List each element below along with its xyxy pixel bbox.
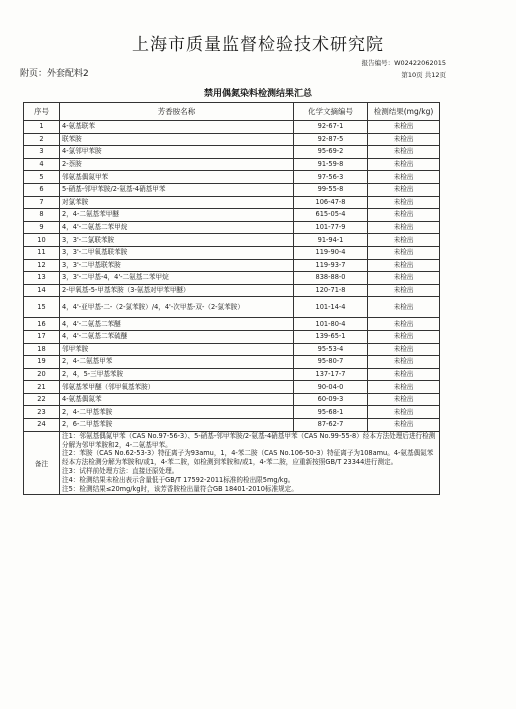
cell-no: 4 [24, 158, 60, 171]
table-row [24, 381, 440, 394]
cell-cas: 97-56-3 [294, 171, 368, 184]
cell-name: 邻氨基偶氮甲苯 [60, 171, 294, 184]
cell-name: 2，4-二氨基苯甲醚 [60, 209, 294, 222]
notes-text [60, 431, 440, 494]
cell-result: 未检出 [368, 196, 440, 209]
cell-cas: 91-94-1 [294, 234, 368, 247]
cell-name: 2，4-二氨基甲苯 [60, 356, 294, 369]
cell-result: 未检出 [368, 406, 440, 419]
header-no: 序号 [24, 103, 60, 121]
cell-no: 23 [24, 406, 60, 419]
cell-cas: 90-04-0 [294, 381, 368, 394]
cell-cas: 119-93-7 [294, 259, 368, 272]
notes-label: 备注 [24, 431, 60, 494]
cell-cas: 106-47-8 [294, 196, 368, 209]
cell-result: 未检出 [368, 356, 440, 369]
cell-name: 对氯苯胺 [60, 196, 294, 209]
cell-cas: 95-80-7 [294, 356, 368, 369]
table-row [24, 196, 440, 209]
table-row [24, 259, 440, 272]
cell-name: 2-甲氧基-5-甲基苯胺（3-氨基对甲苯甲醚） [60, 284, 294, 297]
cell-cas: 120-71-8 [294, 284, 368, 297]
cell-result: 未检出 [368, 221, 440, 234]
cell-result: 未检出 [368, 318, 440, 331]
cell-cas: 101-77-9 [294, 221, 368, 234]
cell-cas: 91-59-8 [294, 158, 368, 171]
cell-name: 2，4-二甲基苯胺 [60, 406, 294, 419]
cell-result: 未检出 [368, 297, 440, 318]
cell-name: 3，3'-二甲氧基联苯胺 [60, 246, 294, 259]
cell-no: 7 [24, 196, 60, 209]
cell-result: 未检出 [368, 343, 440, 356]
cell-cas: 95-68-1 [294, 406, 368, 419]
table-row [24, 419, 440, 432]
table-row [24, 284, 440, 297]
cell-no: 20 [24, 368, 60, 381]
cell-result: 未检出 [368, 133, 440, 146]
cell-no: 22 [24, 393, 60, 406]
institute-title: 上海市质量监督检验技术研究院 [132, 35, 384, 55]
cell-result: 未检出 [368, 381, 440, 394]
page-number: 第10页 共12页 [401, 71, 446, 79]
cell-result: 未检出 [368, 284, 440, 297]
cell-no: 9 [24, 221, 60, 234]
table-row [24, 356, 440, 369]
cell-cas: 95-69-2 [294, 146, 368, 159]
cell-name: 3，3'-二甲基-4，4'-二氨基二苯甲烷 [60, 272, 294, 285]
cell-cas: 615-05-4 [294, 209, 368, 222]
cell-name: 4，4'-二氨基二苯甲烷 [60, 221, 294, 234]
cell-name: 3，3'-二甲基联苯胺 [60, 259, 294, 272]
cell-name: 3，3'-二氯联苯胺 [60, 234, 294, 247]
cell-result: 未检出 [368, 171, 440, 184]
cell-cas: 838-88-0 [294, 272, 368, 285]
cell-no: 24 [24, 419, 60, 432]
cell-result: 未检出 [368, 209, 440, 222]
appendix-label: 附页：外套配料2 [20, 69, 89, 79]
cell-name: 2，4，5-三甲基苯胺 [60, 368, 294, 381]
cell-cas: 137-17-7 [294, 368, 368, 381]
cell-cas: 95-53-4 [294, 343, 368, 356]
note-line: 注2：苯胺（CAS No.62-53-3）特征离子为93amu，1，4-苯二胺（CAS No.106-50-3）特征离子为108amu。4-氨基偶氮苯经本方法检测分解为苯胺和/或1，4-苯二胺，如检测到苯胺和/或1，4-苯二胺，应重新按照GB/T 23344进行测定。 [62, 449, 434, 467]
table-row [24, 158, 440, 171]
note-line: 注3：试样前处理方法：直接还原处理。 [62, 467, 179, 476]
cell-cas: 92-67-1 [294, 121, 368, 134]
cell-result: 未检出 [368, 272, 440, 285]
cell-name: 4，4'-亚甲基-二-（2-氯苯胺）/4，4'-次甲基-双-（2-氯苯胺） [60, 297, 294, 318]
cell-no: 3 [24, 146, 60, 159]
cell-no: 19 [24, 356, 60, 369]
cell-no: 1 [24, 121, 60, 134]
cell-result: 未检出 [368, 259, 440, 272]
cell-no: 17 [24, 330, 60, 343]
cell-name: 4-氨基联苯 [60, 121, 294, 134]
cell-name: 4-氯邻甲苯胺 [60, 146, 294, 159]
table-row [24, 330, 440, 343]
cell-no: 14 [24, 284, 60, 297]
cell-result: 未检出 [368, 368, 440, 381]
cell-result: 未检出 [368, 146, 440, 159]
table-header-row [24, 103, 440, 121]
cell-result: 未检出 [368, 330, 440, 343]
cell-no: 18 [24, 343, 60, 356]
table-row [24, 146, 440, 159]
cell-result: 未检出 [368, 158, 440, 171]
header-name: 芳香胺名称 [60, 103, 294, 121]
cell-cas: 99-55-8 [294, 183, 368, 196]
cell-name: 4，4'-二氨基二苯硫醚 [60, 330, 294, 343]
cell-name: 2，6-二甲基苯胺 [60, 419, 294, 432]
cell-no: 5 [24, 171, 60, 184]
table-row [24, 234, 440, 247]
notes-row [24, 431, 440, 494]
table-row [24, 368, 440, 381]
cell-name: 联苯胺 [60, 133, 294, 146]
table-row [24, 272, 440, 285]
cell-no: 8 [24, 209, 60, 222]
note-line: 注4：检测结果未检出表示含量低于GB/T 17592-2011标准的检出限5mg/kg。 [62, 476, 295, 485]
cell-no: 15 [24, 297, 60, 318]
cell-no: 21 [24, 381, 60, 394]
cell-no: 12 [24, 259, 60, 272]
header-result: 检测结果(mg/kg) [368, 103, 440, 121]
table-row [24, 183, 440, 196]
table-row [24, 343, 440, 356]
cell-result: 未检出 [368, 121, 440, 134]
table-row [24, 318, 440, 331]
cell-result: 未检出 [368, 183, 440, 196]
cell-no: 16 [24, 318, 60, 331]
table-title: 禁用偶氮染料检测结果汇总 [203, 89, 312, 99]
cell-name: 2-萘胺 [60, 158, 294, 171]
cell-result: 未检出 [368, 393, 440, 406]
table-row [24, 406, 440, 419]
cell-name: 4，4'-二氨基二苯醚 [60, 318, 294, 331]
cell-result: 未检出 [368, 234, 440, 247]
cell-no: 2 [24, 133, 60, 146]
cell-no: 6 [24, 183, 60, 196]
cell-name: 邻氨基苯甲醚（邻甲氧基苯胺） [60, 381, 294, 394]
cell-cas: 92-87-5 [294, 133, 368, 146]
table-row [24, 393, 440, 406]
cell-cas: 60-09-3 [294, 393, 368, 406]
table-row [24, 133, 440, 146]
cell-cas: 101-80-4 [294, 318, 368, 331]
cell-no: 13 [24, 272, 60, 285]
cell-name: 邻甲苯胺 [60, 343, 294, 356]
table-row [24, 246, 440, 259]
cell-no: 10 [24, 234, 60, 247]
table-row [24, 209, 440, 222]
cell-cas: 139-65-1 [294, 330, 368, 343]
note-line: 注1：邻氨基偶氮甲苯（CAS No.97-56-3）、5-硝基-邻甲苯胺/2-氨基-4硝基甲苯（CAS No.99-55-8）经本方法处理后进行检测分解为邻甲苯胺和2，4-二氨基甲苯。 [62, 431, 436, 449]
table-row [24, 221, 440, 234]
cell-result: 未检出 [368, 419, 440, 432]
cell-name: 4-氨基偶氮苯 [60, 393, 294, 406]
note-line: 注5：检测结果≤20mg/kg时，该芳香胺检出量符合GB 18401-2010标准规定。 [62, 485, 298, 494]
cell-cas: 101-14-4 [294, 297, 368, 318]
cell-name: 5-硝基-邻甲苯胺/2-氨基-4硝基甲苯 [60, 183, 294, 196]
report-number: 报告编号：W02422062015 [361, 59, 446, 67]
cell-cas: 87-62-7 [294, 419, 368, 432]
results-table [23, 102, 440, 495]
cell-result: 未检出 [368, 246, 440, 259]
cell-no: 11 [24, 246, 60, 259]
header-cas: 化学文摘编号 [294, 103, 368, 121]
table-row [24, 297, 440, 318]
cell-cas: 119-90-4 [294, 246, 368, 259]
table-row [24, 171, 440, 184]
table-row [24, 121, 440, 134]
